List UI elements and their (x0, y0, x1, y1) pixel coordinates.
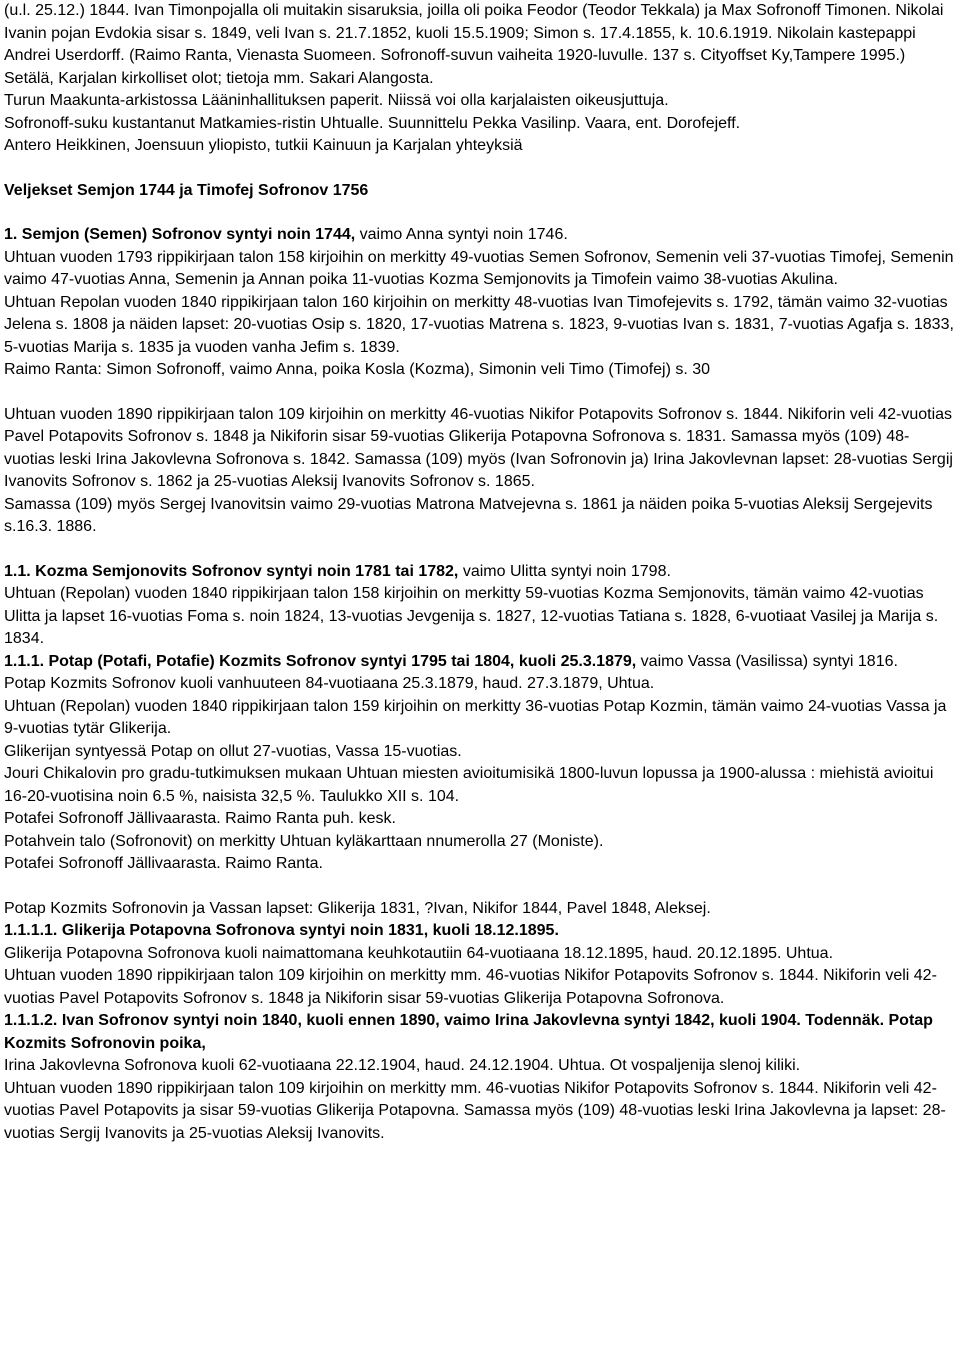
heading-glikerija: 1.1.1.1. Glikerija Potapovna Sofronova syntyi noin 1831, kuoli 18.12.1895. (4, 922, 559, 939)
spacer (4, 382, 956, 404)
heading-semjon (4, 224, 956, 247)
paragraph-glikerija-death: Glikerija Potapovna Sofronova kuoli naimattomana keuhkotautiin 64-vuotiaana 18.12.1895, haud. 20.12.1895. Uhtua. (4, 944, 834, 962)
note-turku-archive: Turun Maakunta-arkistossa Lääninhallituksen paperit. Niissä voi olla karjalaisten oikeusjuttuja. (4, 92, 669, 109)
section-heading-brothers: Veljekset Semjon 1744 ja Timofej Sofronov 1756 (4, 181, 369, 199)
heading-kozma-rest: vaimo Ulitta syntyi noin 1798. (458, 562, 671, 580)
note-heikkinen: Antero Heikkinen, Joensuun yliopisto, tutkii Kainuun ja Karjalan yhteyksiä (4, 137, 523, 154)
note-setala: Setälä, Karjalan kirkolliset olot; tietoja mm. Sakari Alangosta. (4, 69, 434, 87)
heading-potap-rest: vaimo Vassa (Vasilissa) syntyi 1816. (636, 652, 898, 670)
paragraph-kozma-1840: Uhtuan (Repolan) vuoden 1840 rippikirjaan talon 158 kirjoihin on merkitty 59-vuotias Kozma Semjonovits, tämän vaimo 42-vuotias Ulitta ja lapset 16-vuotias Foma s. noin 1824, 13-vuotias Jevgenija s. 1827, 12-vuotias Tatiana s. 1828, 6-vuotiaat Vasilej ja Marija s. 1834. (4, 585, 939, 647)
heading-ivan: 1.1.1.2. Ivan Sofronov syntyi noin 1840, kuoli ennen 1890, vaimo Irina Jakovlevna syntyi 1842, kuoli 1904. Todennäk. Potap Kozmits Sofronovin poika, (4, 1012, 933, 1052)
paragraph-potap-1840: Uhtuan (Repolan) vuoden 1840 rippikirjaan talon 159 kirjoihin on merkitty 36-vuotias Potap Kozmin, tämän vaimo 24-vuotias Vassa ja 9-vuotias tytär Glikerija. (4, 697, 947, 737)
spacer (4, 539, 956, 561)
spacer (4, 876, 956, 898)
intro-paragraph: (u.l. 25.12.) 1844. Ivan Timonpojalla oli muitakin sisaruksia, joilla oli poika Feodor (Teodor Tekkala) ja Max Sofronoff Timonen. Nikolai Ivanin pojan Evdokia sisar s. 1849, veli Ivan s. 21.7.1852, kuoli 15.5.1909; Simon s. 17.4.1855, k. 10.6.1919. Nikolain kastepappi Andrei Userdorff. (Raimo Ranta, Vienasta Suomeen. Sofronoff-suvun vaiheita 1920-luvulle. 137 s. Cityoffset Ky,Tampere 1995.) (4, 2, 944, 64)
paragraph-potafei-1: Potafei Sofronoff Jällivaarasta. Raimo Ranta puh. kesk. (4, 810, 396, 827)
paragraph-raimo-ranta: Raimo Ranta: Simon Sofronoff, vaimo Anna, poika Kosla (Kozma), Simonin veli Timo (Timofej) s. 30 (4, 361, 711, 378)
heading-semjon-bold: 1. Semjon (Semen) Sofronov syntyi noin 1744, (4, 226, 356, 243)
paragraph-1890-register-3: Uhtuan vuoden 1890 rippikirjaan talon 109 kirjoihin on merkitty mm. 46-vuotias Nikifor Potapovits Sofronov s. 1844. Nikiforin veli 42-vuotias Pavel Potapovits ja sisar 59-vuotias Glikerija Potapovna. Samassa myös (109) 48-vuotias leski Irina Jakovlevna ja lapset: 28-vuotias Sergij Ivanovits ja 25-vuotias Aleksij Ivanovits. (4, 1079, 946, 1142)
paragraph-potap-children: Potap Kozmits Sofronovin ja Vassan lapset: Glikerija 1831, ?Ivan, Nikifor 1844, Pavel 1848, Aleksej. (4, 899, 711, 917)
note-matkamies-cross: Sofronoff-suku kustantanut Matkamies-ristin Uhtualle. Suunnittelu Pekka Vasilinp. Vaara, ent. Dorofejeff. (4, 114, 741, 132)
spacer (4, 202, 956, 224)
heading-potap-bold: 1.1.1. Potap (Potafi, Potafie) Kozmits Sofronov syntyi 1795 tai 1804, kuoli 25.3.1879, (4, 652, 637, 670)
paragraph-potafei-2: Potafei Sofronoff Jällivaarasta. Raimo Ranta. (4, 855, 323, 872)
paragraph-1793-register: Uhtuan vuoden 1793 rippikirjaan talon 158 kirjoihin on merkitty 49-vuotias Semen Sofronov, Semenin veli 37-vuotias Timofej, Semenin vaimo 47-vuotias Anna, Semenin ja Annan poika 11-vuotias Kozma Semjonovits ja Timofein vaimo 38-vuotias Akulina. (4, 248, 954, 288)
paragraph-irina-death: Irina Jakovlevna Sofronova kuoli 62-vuotiaana 22.12.1904, haud. 24.12.1904. Uhtua. Ot vospaljenija slenoj kiliki. (4, 1057, 801, 1074)
heading-kozma-bold: 1.1. Kozma Semjonovits Sofronov syntyi noin 1781 tai 1782, (4, 562, 459, 580)
paragraph-1840-repola: Uhtuan Repolan vuoden 1840 rippikirjaan talon 160 kirjoihin on merkitty 48-vuotias Ivan Timofejevits s. 1792, tämän vaimo 32-vuotias Jelena s. 1808 ja näiden lapset: 20-vuotias Osip s. 1820, 17-vuotias Matrena s. 1823, 9-vuotias Ivan s. 1831, 7-vuotias Agafja s. 1833, 5-vuotias Marija s. 1835 ja vuoden vanha Jefim s. 1839. (4, 293, 954, 356)
heading-potap (4, 651, 956, 674)
paragraph-sergej-family: Samassa (109) myös Sergej Ivanovitsin vaimo 29-vuotias Matrona Matvejevna s. 1861 ja näiden poika 5-vuotias Aleksij Sergejevits s.16.3. 1886. (4, 495, 933, 535)
paragraph-glikerija-birth: Glikerijan syntyessä Potap on ollut 27-vuotias, Vassa 15-vuotias. (4, 742, 462, 760)
heading-kozma (4, 561, 956, 584)
paragraph-potap-death: Potap Kozmits Sofronov kuoli vanhuuteen 84-vuotiaana 25.3.1879, haud. 27.3.1879, Uhtua. (4, 675, 655, 692)
paragraph-1890-register: Uhtuan vuoden 1890 rippikirjaan talon 109 kirjoihin on merkitty 46-vuotias Nikifor Potapovits Sofronov s. 1844. Nikiforin veli 42-vuotias Pavel Potapovits Sofronov s. 1848 ja Nikiforin sisar 59-vuotias Glikerija Potapovna Sofronova s. 1831. Samassa myös (109) 48-vuotias leski Irina Jakovlevna Sofronova s. 1842. Samassa (109) myös (Ivan Sofronovin ja) Irina Jakovlevnan lapset: 28-vuotias Sergij Ivanovits Sofronov s. 1862 ja 25-vuotias Aleksij Ivanovits Sofronov s. 1865. (4, 405, 953, 490)
spacer (4, 158, 956, 180)
paragraph-potahvein-talo: Potahvein talo (Sofronovit) on merkitty Uhtuan kyläkarttaan nnumerolla 27 (Moniste). (4, 832, 604, 850)
paragraph-chikalov: Jouri Chikalovin pro gradu-tutkimuksen mukaan Uhtuan miesten avioitumisikä 1800-luvun lopussa ja 1900-alussa : miehistä avioitui 16-20-vuotisina noin 6.5 %, naisista 32,5 %. Taulukko XII s. 104. (4, 765, 934, 805)
heading-semjon-rest: vaimo Anna syntyi noin 1746. (355, 226, 568, 243)
paragraph-1890-register-2: Uhtuan vuoden 1890 rippikirjaan talon 109 kirjoihin on merkitty mm. 46-vuotias Nikifor Potapovits Sofronov s. 1844. Nikiforin veli 42-vuotias Pavel Potapovits Sofronov s. 1848 ja Nikiforin sisar 59-vuotias Glikerija Potapovna Sofronova. (4, 967, 937, 1007)
